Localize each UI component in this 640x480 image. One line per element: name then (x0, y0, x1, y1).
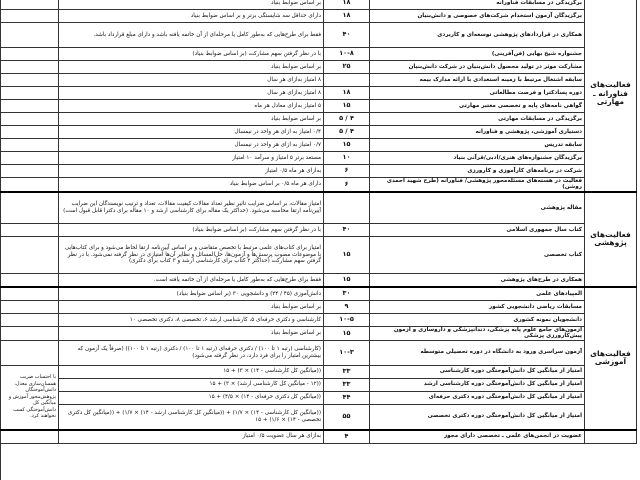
table-row (1, 192, 637, 224)
max-score: ۴ / ۵ (324, 126, 370, 139)
criterion-title: گواهی نامه‌های پایه و تخصصی معتبر مهارتی (370, 100, 585, 113)
score-description: به‌ازای هر ماه ۰/۵ امتیاز (59, 165, 324, 178)
table-row (1, 223, 637, 236)
criterion-title: امتیاز از میانگین کل دانش‌آموختگی دوره دکتری تخصصی (370, 404, 585, 430)
empty-cell (1, 340, 59, 365)
criterion-title: آزمون‌های جامع علوم پایه پزشکی، دندانپزشکی و داروسازی و آزمون پیش‌کارورزی پزشکی (370, 326, 585, 340)
empty-cell (1, 0, 59, 10)
score-description: ((میانگین کل دکتری حرفه‌ای - ۱۴) × ۴/۵) + ۱۵ (59, 391, 324, 404)
criterion-title: امتیاز از میانگین کل دانش‌آموختگی دوره کارشناسی (370, 365, 585, 378)
table-row (1, 139, 637, 152)
criterion-title: آزمون سراسری ورود به دانشگاه در دوره تحصیلی متوسطه (370, 340, 585, 365)
side-note: با احتساب ضریب همسان‌سازی معدل، دانش‌آموختگان پژوهش‌محور آموزش و میانگین کل دانش‌آموختگی کسب نخواهند کرد. (1, 365, 59, 430)
score-description: با در نظر گرفتن سهم مشارکت (بر اساس ضوابط بنیاد) (59, 223, 324, 236)
table-row (1, 87, 637, 100)
max-score (324, 74, 370, 87)
table-row (1, 10, 637, 23)
table-row (1, 430, 637, 444)
max-score: ۱۰-۳ (324, 340, 370, 365)
max-score: ۲۵ (324, 61, 370, 74)
score-description: امتیاز مقالات، بر اساس ضرایب تاثیر نظیر تعداد مقالات کیفیت مقالات، تعداد و ترتیب نویسندگان این ضرایب آیین‌نامه ارتقا محاسبه می‌شود. (حداکثر یک مقاله برای کارشناسی ارشد و ۱۰ مقاله برای دکترا قابل قبول است) (59, 192, 324, 224)
criterion-title: سابقه اشتغال مرتبط با زمینه استعدادی با ارائه مدارک بیمه (370, 74, 585, 87)
empty-cell (1, 113, 59, 126)
empty-cell (1, 23, 59, 48)
score-description: بر اساس ضوابط بنیاد (59, 326, 324, 340)
empty-cell (1, 10, 59, 23)
empty-cell (1, 236, 59, 273)
criterion-title: فعالیت در هسته‌های مسئله‌محور پژوهشی/ فناورانه (طرح شهید احمدی روشن) (370, 178, 585, 192)
table-row (1, 287, 637, 301)
criterion-title: دانشجویان نمونه کشوری (370, 313, 585, 326)
max-score: ۴ (324, 430, 370, 444)
empty-cell (1, 139, 59, 152)
max-score: ۱۵ (324, 273, 370, 287)
empty-cell (1, 126, 59, 139)
criterion-title: شرکت در برنامه‌های کارآموزی و کارورزی (370, 165, 585, 178)
empty-cell (1, 273, 59, 287)
criterion-title: جشنواره شیخ بهایی (فن‌آفرینی) (370, 48, 585, 61)
score-description: ۸ امتیاز به‌ازای هر سال (59, 74, 324, 87)
criterion-title: المپیادهای علمی (370, 287, 585, 301)
criterion-title: امتیاز از میانگین کل دانش‌آموختگی دوره کارشناسی ارشد (370, 378, 585, 391)
empty-cell (1, 152, 59, 165)
max-score: ۹ (324, 300, 370, 313)
score-description: دانش‌آموزی (۴۵ / ۲۴) و دانشجویی ۳۰ (بر اساس ضوابط بنیاد) (59, 287, 324, 301)
max-score: ۱۵ (324, 326, 370, 340)
table-row (1, 365, 637, 378)
max-score: ۱۰-۸ (324, 48, 370, 61)
criterion-title: برگزیدگان جشنواره‌های هنری/ادبی/قرآنی بنیاد (370, 152, 585, 165)
category-label: فعالیت‌های آموزشی (585, 287, 637, 430)
score-description: بر اساس ضوابط بنیاد (59, 113, 324, 126)
max-score: ۴۰ (324, 23, 370, 48)
score-description: فقط برای طرح‌هایی که به‌طور کامل یا مرحله‌ای از آن خاتمه یافته است. (59, 273, 324, 287)
category-cell-empty (585, 430, 637, 444)
table-row (1, 48, 637, 61)
category-label: فعالیت‌های پژوهشی (585, 192, 637, 287)
max-score: ۱۵ (324, 100, 370, 113)
empty-cell (1, 313, 59, 326)
score-description: دارای هر ماه ۰/۵ بر اساس ضوابط بنیاد (59, 178, 324, 192)
table-row (1, 61, 637, 74)
empty-cell (1, 48, 59, 61)
score-description: کارشناسی و دکتری حرفه‌ای ۵، کارشناسی ارشد ۶، تخصصی ۸، دکتری تخصصی ۱۰ (59, 313, 324, 326)
criterion-title: دستیاری آموزشی، پژوهشی و فناورانه (370, 126, 585, 139)
criterion-title: مشارکت موثر در تولید محصول دانش‌بنیان در شرکت دانش‌بنیان (370, 61, 585, 74)
max-score: ۱۵ (324, 139, 370, 152)
table-body (1, 0, 637, 443)
max-score: ۴ / ۵ (324, 113, 370, 126)
table-row (1, 113, 637, 126)
max-score: ۴۰ (324, 223, 370, 236)
score-description: ۰/۷ امتیاز به ازای هر واحد در نیمسال (59, 139, 324, 152)
score-description: ((میانگین کل کارشناسی - ۱۴) × ۱/۷) + ((میانگین کل کارشناسی ارشد - ۱۴) × ۱/۷) + ((میانگین کل دکتری تخصصی - ۱۴) × ۱/۶) + ۱۵ (59, 404, 324, 430)
table-row (1, 23, 637, 48)
empty-cell (1, 192, 59, 224)
table-row (1, 0, 637, 10)
empty-cell (1, 165, 59, 178)
table-row (1, 300, 637, 313)
score-description: (کارشناسی (رتبه ۱ تا ۱۰۰) / دکتری حرفه‌ای (رتبه ۱ تا ۱۰۰) / دکتری (رتبه ۱ تا ۱۰۰)) (صرفاً یک آزمون که بیشترین امتیاز را برای فرد دارد، در نظر گرفته می‌شود) (59, 340, 324, 365)
empty-cell (1, 87, 59, 100)
table-row (1, 236, 637, 273)
score-description: ۸ امتیاز به‌ازای هر سال (59, 87, 324, 100)
table-row (1, 404, 637, 430)
empty-cell (1, 300, 59, 313)
table-row (1, 178, 637, 192)
score-description: دارای حداقل سه شایستگی برتر و بر اساس ضوابط بنیاد (59, 10, 324, 23)
empty-cell (1, 430, 59, 444)
table-row (1, 100, 637, 113)
empty-cell (1, 178, 59, 192)
criterion-title: دوره پسادکترا و فرصت مطالعاتی (370, 87, 585, 100)
score-description: فقط برای طرح‌هایی که به‌طور کامل یا مرحله‌ای از آن خاتمه یافته باشد و دارای مبلغ قرارداد باشد. (59, 23, 324, 48)
max-score: ۶ (324, 178, 370, 192)
criterion-title: همکاری در قراردادهای پژوهشی توسعه‌ای و کاربردی (370, 23, 585, 48)
max-score: ۱۸ (324, 10, 370, 23)
score-description: مستعد برتر ۵ امتیاز و سرآمد ۱۰ امتیاز (59, 152, 324, 165)
criterion-title: امتیاز از میانگین کل دانش‌آموختگی دوره دکتری حرفه‌ای (370, 391, 585, 404)
max-score: ۱۰ (324, 152, 370, 165)
criterion-title: همکاری در طرح‌های پژوهشی (370, 273, 585, 287)
score-description: امتیاز برای کتاب‌های علمی مرتبط با تخصص متقاضی و بر اساس آیین‌نامه ارتقا لحاظ می‌شود و برای کتاب‌هایی با موضوعات مصوب پرسش‌ها و آزمون‌ها، حل‌المسائل و نظایر آن‌ها امتیازی در نظر گرفته نمی‌شود. با در نظر گرفتن سهم مشارکت (حداکثر ۲ کتاب برای کارشناسی ارشد و ۳ کتاب برای دکتری) (59, 236, 324, 273)
max-score: ۱۸ (324, 0, 370, 10)
table-row (1, 126, 637, 139)
max-score: ۱۰-۵ (324, 313, 370, 326)
empty-cell (1, 287, 59, 301)
score-description: بر اساس ضوابط بنیاد (59, 0, 324, 10)
max-score: ۳۳ (324, 365, 370, 378)
criterion-title: مقاله پژوهشی (370, 192, 585, 224)
empty-cell (1, 61, 59, 74)
empty-cell (1, 74, 59, 87)
score-description: ۵ امتیاز به‌ازای معادل هر ماه (59, 100, 324, 113)
empty-cell (1, 223, 59, 236)
criterion-title: برگزیدگان آزمون استخدام شرکت‌های خصوصی و دانش‌بنیان (370, 10, 585, 23)
table-row (1, 74, 637, 87)
max-score: ۶ (324, 165, 370, 178)
score-description: بر اساس ضوابط بنیاد (59, 300, 324, 313)
table-row (1, 391, 637, 404)
criterion-title: برگزیدگی در مسابقات مهارتی (370, 113, 585, 126)
score-description: ((۱۲ - میانگین کل کارشناسی ارشد) × ۳) + ۱۵ (59, 378, 324, 391)
criterion-title: سابقه تدریس (370, 139, 585, 152)
score-description: با در نظر گرفتن سهم مشارکت (بر اساس ضوابط بنیاد) (59, 48, 324, 61)
criterion-title: برگزیدگی در مسابقات فناورانه (370, 0, 585, 10)
max-score: ۵۵ (324, 404, 370, 430)
table-row (1, 165, 637, 178)
max-score: ۳۰ (324, 287, 370, 301)
max-score (324, 192, 370, 224)
criterion-title: عضویت در انجمن‌های علمی ـ تخصصی دارای مجوز (370, 430, 585, 444)
table-row (1, 340, 637, 365)
table-row (1, 273, 637, 287)
score-description: ۰/۴ امتیاز به ازای هر واحد در نیمسال (59, 126, 324, 139)
table-row (1, 378, 637, 391)
table-row (1, 152, 637, 165)
criterion-title: کتاب سال جمهوری اسلامی (370, 223, 585, 236)
score-description: ((میانگین کل کارشناسی - ۱۴) × ۳) + ۱۵ (59, 365, 324, 378)
criterion-title: مسابقات ریاضی دانشجویی کشور (370, 300, 585, 313)
max-score: ۱۵ (324, 236, 370, 273)
criterion-title: کتاب تخصصی (370, 236, 585, 273)
category-label: فعالیت‌های فناورانه ـ مهارتی (585, 0, 637, 192)
max-score: ۳۳ (324, 378, 370, 391)
score-description: به‌ازای هر سال عضویت ۰/۵ امتیاز (59, 430, 324, 444)
max-score: ۱۸ (324, 87, 370, 100)
empty-cell (1, 100, 59, 113)
max-score: ۴۴ (324, 391, 370, 404)
score-description: بر اساس ضوابط بنیاد (59, 61, 324, 74)
table-row (1, 313, 637, 326)
empty-cell (1, 326, 59, 340)
table-row (1, 326, 637, 340)
